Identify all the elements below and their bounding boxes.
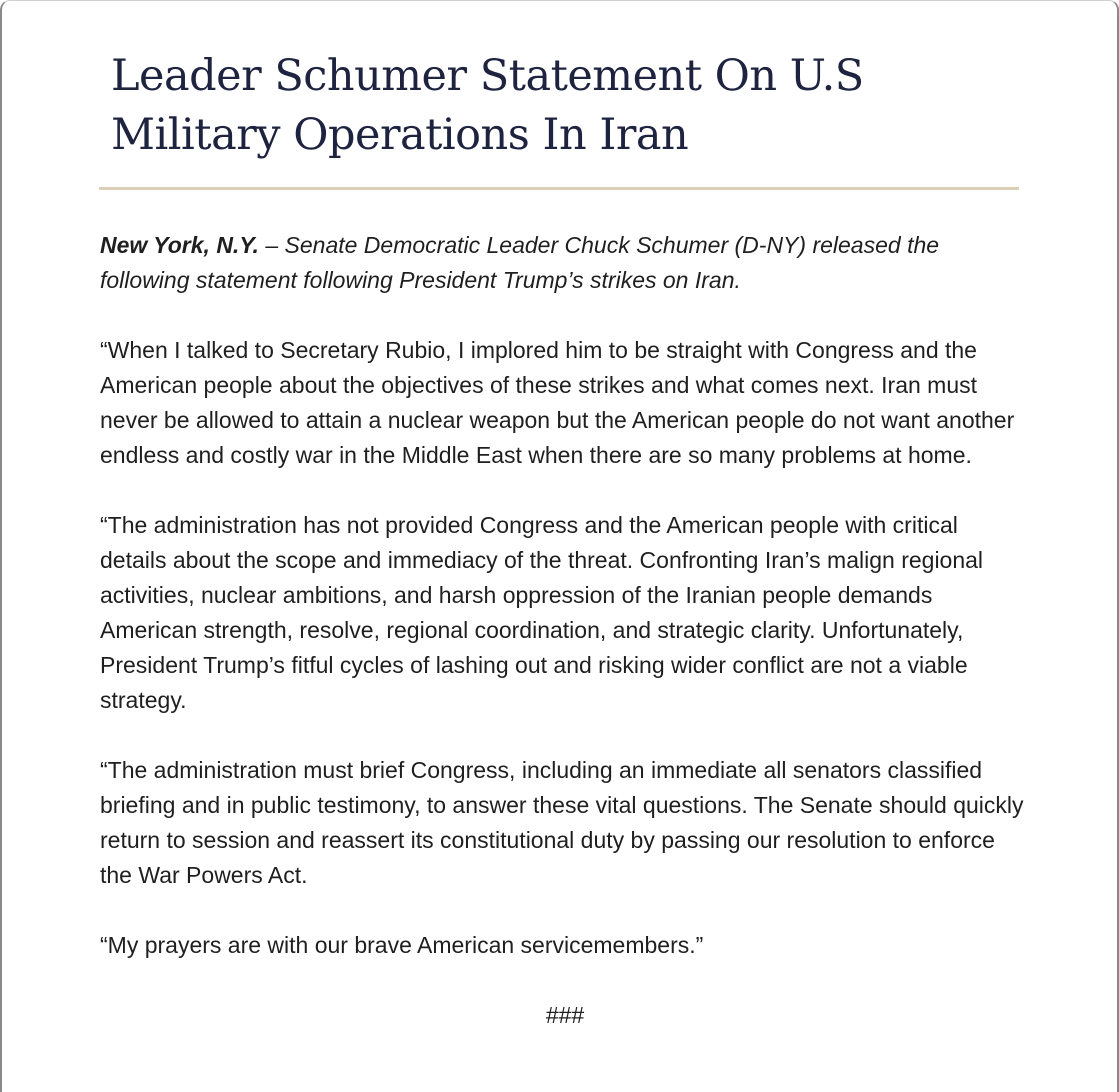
intro-paragraph <box>100 228 1030 298</box>
page-title: Leader Schumer Statement On U.S Military Operations In Iran <box>111 51 864 160</box>
statement-paragraph-4: “My prayers are with our brave American servicemembers.” <box>100 932 704 958</box>
statement-paragraph-1: “When I talked to Secretary Rubio, I implored him to be straight with Congress and the American people about the objectives of these strikes and what comes next. Iran must never be allowed to attain a nuclear weapon but the American people do not want another endless and costly war in the Middle East when there are so many problems at home. <box>100 337 1015 468</box>
statement-paragraph-2: “The administration has not provided Congress and the American people with critical details about the scope and immediacy of the threat. Confronting Iran’s malign regional activities, nuclear ambitions, and harsh oppression of the Iranian people demands American strength, resolve, regional coordination, and strategic clarity. Unfortunately, President Trump’s fitful cycles of lashing out and risking wider conflict are not a viable strategy. <box>100 512 984 713</box>
statement-body <box>100 228 1030 1068</box>
statement-paragraph-3: “The administration must brief Congress, including an immediate all senators classified briefing and in public testimony, to answer these vital questions. The Senate should quickly return to session and reassert its constitutional duty by passing our resolution to enforce the War Powers Act. <box>100 757 1024 888</box>
intro-text: – Senate Democratic Leader Chuck Schumer (D-NY) released the following statement following President Trump’s strikes on Iran. <box>100 232 940 293</box>
title-divider <box>99 187 1019 190</box>
dateline: New York, N.Y. <box>100 232 259 258</box>
end-mark: ### <box>545 1002 585 1028</box>
